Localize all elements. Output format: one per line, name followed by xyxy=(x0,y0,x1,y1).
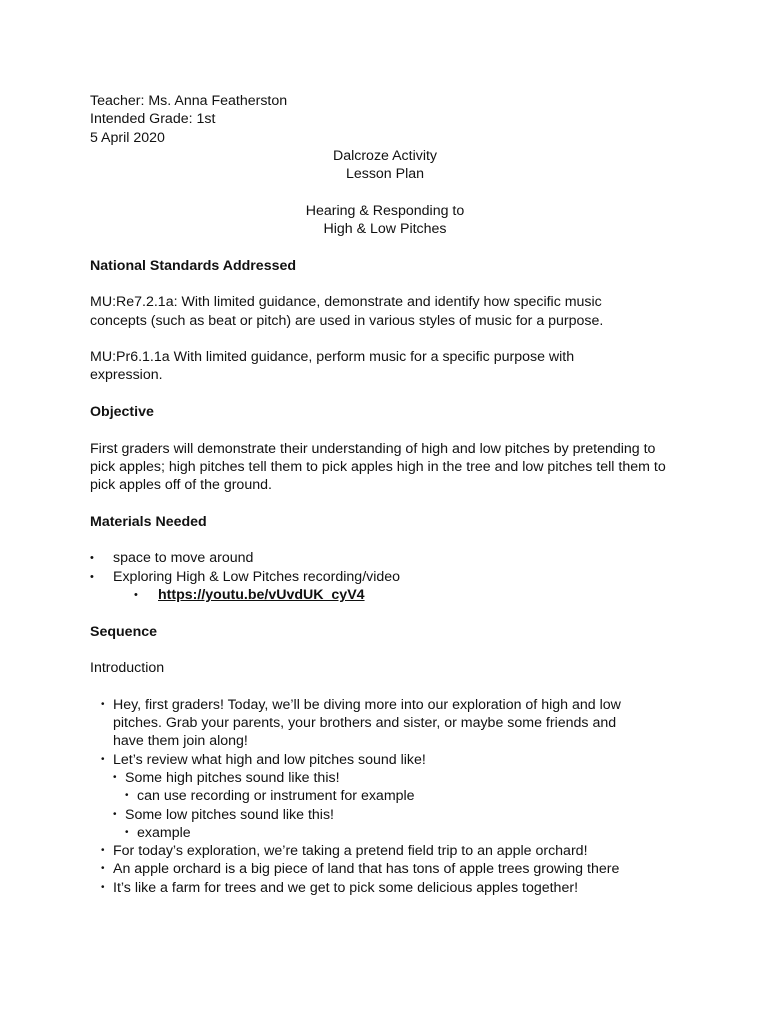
introduction-list xyxy=(90,696,690,897)
title-topic-line-1: Hearing & Responding to xyxy=(305,202,465,219)
list-item: • An apple orchard is a big piece of land that has tons of apple trees growing there xyxy=(90,860,690,878)
list-item-continuation: pitches. Grab your parents, your brothers and sister, or maybe some friends and xyxy=(113,715,617,732)
title-lesson-plan: Lesson Plan xyxy=(345,166,425,183)
list-item: • Some high pitches sound like this! xyxy=(90,769,690,787)
video-link[interactable]: https://youtu.be/vUvdUK_cyV4 xyxy=(158,587,365,604)
standard-item: MU:Pr6.1.1a With limited guidance, perform music for a specific purpose with expression. xyxy=(90,349,575,384)
list-item-continuation: have them join along! xyxy=(113,733,248,750)
materials-heading: Materials Needed xyxy=(90,513,207,530)
standards-heading: National Standards Addressed xyxy=(90,257,297,274)
list-item: • Some low pitches sound like this! xyxy=(90,806,690,824)
objective-text: First graders will demonstrate their understanding of high and low pitches by pretending to pick apples; high pitches tell them to pick apples high in the tree and low pitches tell them to pick apples off of the ground. xyxy=(90,440,666,494)
material-item: • space to move around xyxy=(90,549,690,567)
document-body xyxy=(90,92,690,897)
list-item: • Hey, first graders! Today, we’ll be diving more into our exploration of high and low xyxy=(90,696,690,714)
list-item: • example xyxy=(90,824,690,842)
material-item: • Exploring High & Low Pitches recording/video xyxy=(90,568,690,586)
teacher-line: Teacher: Ms. Anna Featherston xyxy=(90,93,288,109)
title-topic-line-2: High & Low Pitches xyxy=(323,221,447,238)
materials-list xyxy=(90,549,690,604)
sequence-heading: Sequence xyxy=(90,623,158,640)
video-link-item xyxy=(90,586,690,604)
list-item: • Let’s review what high and low pitches sound like! xyxy=(90,751,690,769)
introduction-label: Introduction xyxy=(90,660,165,677)
date-line: 5 April 2020 xyxy=(90,129,165,146)
grade-line: Intended Grade: 1st xyxy=(90,111,216,128)
list-item: • It’s like a farm for trees and we get to pick some delicious apples together! xyxy=(90,879,690,897)
standard-item: MU:Re7.2.1a: With limited guidance, demonstrate and identify how specific music concepts (such as beat or pitch) are used in various styles of music for a purpose. xyxy=(90,294,604,329)
objective-heading: Objective xyxy=(90,404,154,421)
list-item: • For today’s exploration, we’re taking a pretend field trip to an apple orchard! xyxy=(90,842,690,860)
title-activity: Dalcroze Activity xyxy=(332,147,438,164)
list-item: • can use recording or instrument for example xyxy=(90,787,690,805)
